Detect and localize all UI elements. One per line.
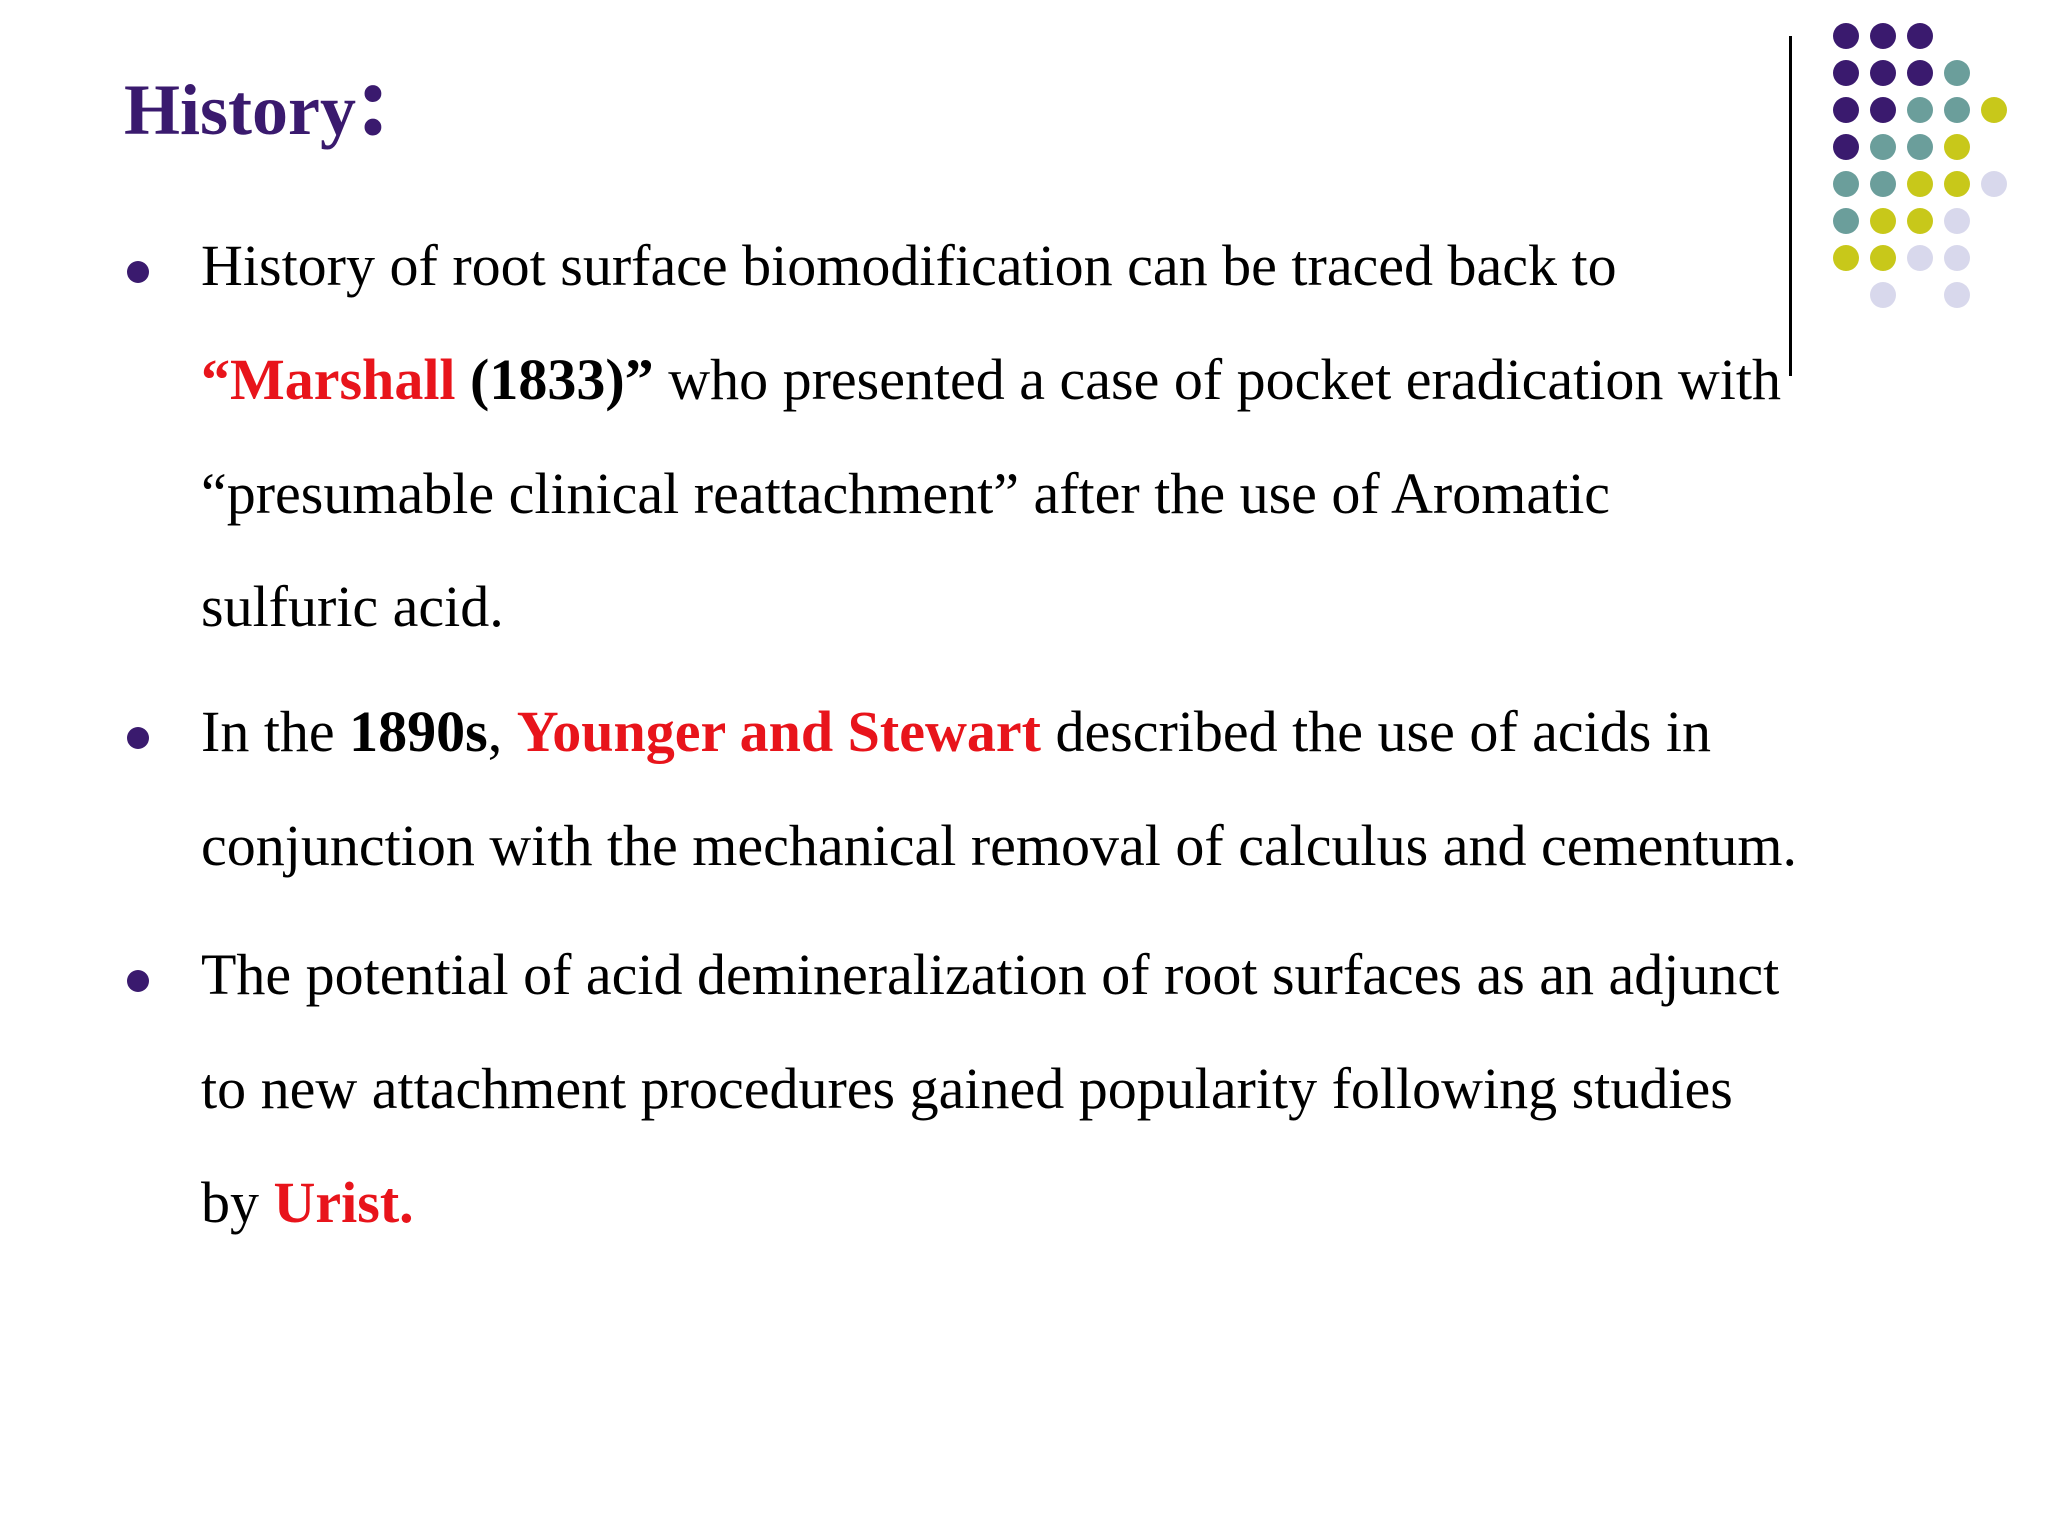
text-run: “presumable clinical reattachment” after the use of Aromatic: [201, 461, 1611, 526]
text-run: by: [201, 1170, 274, 1235]
decorative-dot: [1907, 208, 1933, 234]
decorative-dot: [1944, 282, 1970, 308]
slide-title-text: History: [124, 70, 356, 150]
decorative-dot: [1907, 97, 1933, 123]
decorative-dot: [1944, 245, 1970, 271]
decorative-dot: [1944, 60, 1970, 86]
bullet-dot-icon: [127, 261, 149, 283]
vertical-divider: [1789, 36, 1792, 376]
decorative-dot: [1833, 245, 1859, 271]
decorative-dot: [1870, 282, 1896, 308]
text-run: In the: [201, 699, 350, 764]
text-run: History of root surface biomodification can be traced back to: [201, 233, 1617, 298]
bullet-3-line: [201, 1057, 1733, 1121]
decorative-dot: [1907, 245, 1933, 271]
decorative-dot: [1944, 97, 1970, 123]
slide-title-colon: :: [355, 42, 391, 157]
decorative-dot: [1907, 23, 1933, 49]
bullet-1-line: [201, 575, 504, 639]
text-run: described the use of acids in: [1040, 699, 1711, 764]
decorative-dot: [1833, 208, 1859, 234]
decorative-dot: [1907, 60, 1933, 86]
decorative-dot: [1870, 23, 1896, 49]
text-run: Younger and Stewart: [516, 699, 1041, 764]
decorative-dot: [1944, 134, 1970, 160]
text-run: 1890s: [349, 699, 488, 764]
bullet-2-line: [201, 814, 1797, 878]
bullet-dot-icon: [127, 970, 149, 992]
decorative-dot: [1870, 245, 1896, 271]
decorative-dot: [1944, 208, 1970, 234]
decorative-dot: [1870, 60, 1896, 86]
text-run: conjunction with the mechanical removal of calculus and cementum.: [201, 813, 1798, 878]
bullet-1-line: [201, 348, 1781, 412]
bullet-1-line: [201, 234, 1617, 298]
bullet-3-line: [201, 943, 1779, 1007]
bullet-dot-icon: [127, 727, 149, 749]
decorative-dot: [1833, 134, 1859, 160]
text-run: ,: [487, 699, 517, 764]
decorative-dot: [1907, 134, 1933, 160]
decorative-dot: [1944, 171, 1970, 197]
decorative-dot: [1870, 171, 1896, 197]
text-run: sulfuric acid.: [201, 574, 504, 639]
text-run: to new attachment procedures gained popularity following studies: [201, 1056, 1733, 1121]
decorative-dot: [1870, 134, 1896, 160]
slide-title: [124, 42, 391, 170]
text-run: The potential of acid demineralization of root surfaces as an adjunct: [201, 942, 1780, 1007]
text-run: “Marshall: [201, 347, 456, 412]
decorative-dot: [1907, 171, 1933, 197]
text-run: (1833)”: [455, 347, 654, 412]
decorative-dot: [1870, 208, 1896, 234]
bullet-3-line: [201, 1171, 414, 1235]
decorative-dot: [1833, 97, 1859, 123]
bullet-2-line: [201, 700, 1711, 764]
decorative-dot: [1833, 60, 1859, 86]
bullet-1-line: [201, 462, 1610, 526]
decorative-dot: [1833, 23, 1859, 49]
text-run: who presented a case of pocket eradication with: [653, 347, 1782, 412]
decorative-dot: [1981, 97, 2007, 123]
decorative-dot: [1870, 97, 1896, 123]
text-run: Urist.: [273, 1170, 414, 1235]
decorative-dot: [1981, 171, 2007, 197]
decorative-dot: [1833, 171, 1859, 197]
